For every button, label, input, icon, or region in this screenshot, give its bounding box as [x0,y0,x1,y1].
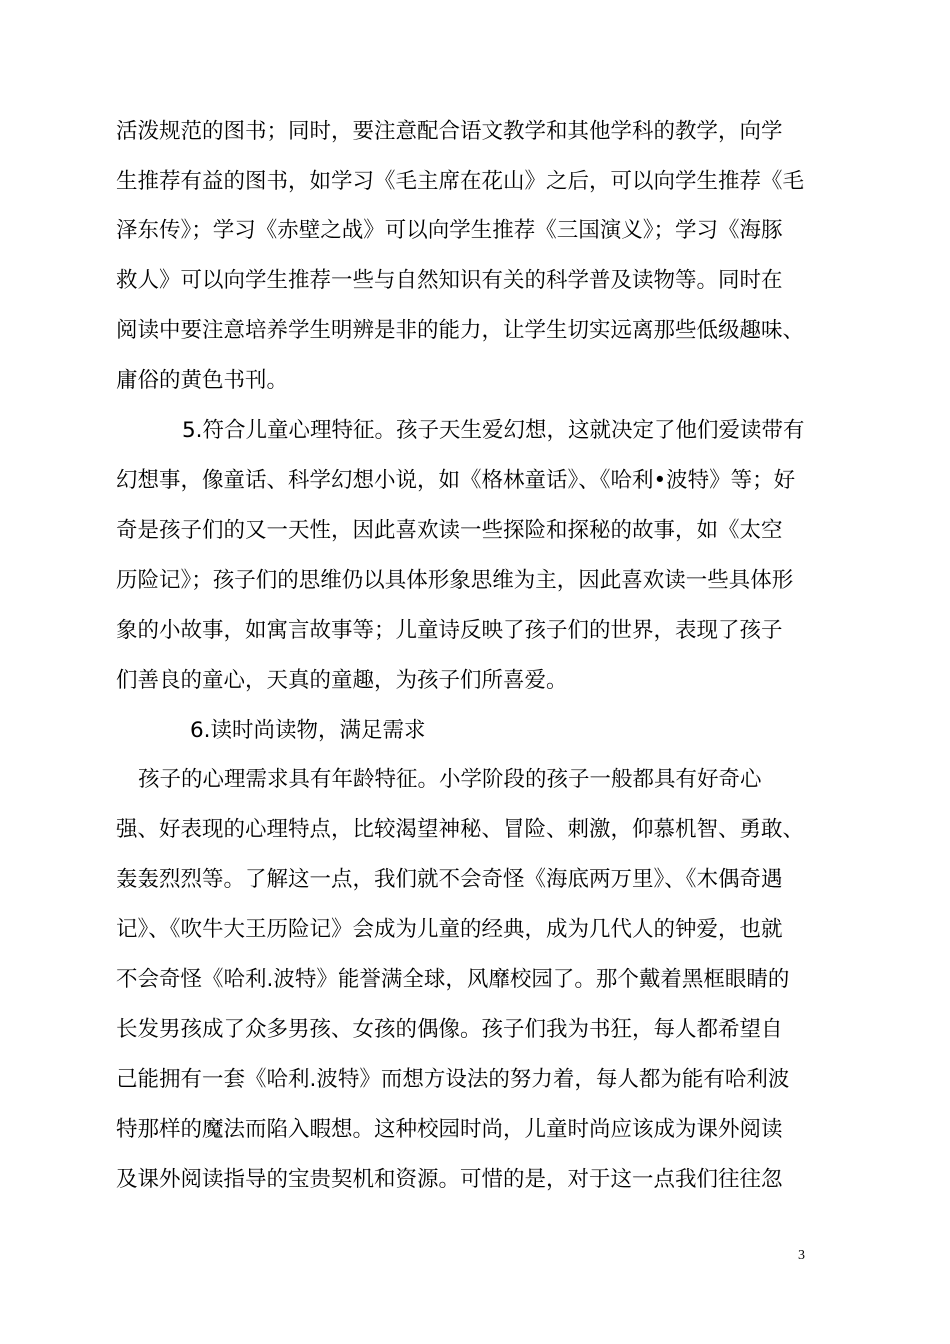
paragraph-heading: 5.符合儿童心理特征。孩子天生爱幻想，这就决定了他们爱读带有 [182,418,805,443]
text-line: 记》、《吹牛大王历险记》会成为儿童的经典，成为几代人的钟爱，也就 [116,917,783,942]
text-line: 特那样的魔法而陷入暇想。这种校园时尚，儿童时尚应该成为课外阅读 [116,1117,783,1142]
text-line: 己能拥有一套《哈利.波特》而想方设法的努力着，每人都为能有哈利波 [116,1067,790,1092]
text-line: 奇是孩子们的又一天性，因此喜欢读一些探险和探秘的故事，如《太空 [116,518,783,543]
text-line: 及课外阅读指导的宝贵契机和资源。可惜的是，对于这一点我们往往忽 [116,1167,783,1192]
text-line: 长发男孩成了众多男孩、女孩的偶像。孩子们我为书狂，每人都希望自 [116,1017,783,1042]
text-line: 庸俗的黄色书刊。 [116,368,289,393]
text-line: 幻想事，像童话、科学幻想小说，如《格林童话》、《哈利•波特》等；好 [116,468,796,493]
text-line: 象的小故事，如寓言故事等；儿童诗反映了孩子们的世界，表现了孩子 [116,618,783,643]
text-line: 轰轰烈烈等。了解这一点，我们就不会奇怪《海底两万里》、《木偶奇遇 [116,867,783,892]
text-line: 不会奇怪《哈利.波特》能誉满全球，风靡校园了。那个戴着黑框眼睛的 [116,967,790,992]
section-heading: 6.读时尚读物，满足需求 [190,718,426,743]
text-line: 历险记》；孩子们的思维仍以具体形象思维为主，因此喜欢读一些具体形 [116,568,794,593]
text-line: 救人》可以向学生推荐一些与自然知识有关的科学普及读物等。同时在 [116,268,783,293]
text-line: 阅读中要注意培养学生明辨是非的能力，让学生切实远离那些低级趣味、 [116,318,805,343]
text-line: 强、好表现的心理特点，比较渴望神秘、冒险、刺激，仰慕机智、勇敢、 [116,817,805,842]
page-number: 3 [798,1248,805,1263]
text-line: 们善良的童心，天真的童趣，为孩子们所喜爱。 [116,668,568,693]
text-line: 活泼规范的图书；同时，要注意配合语文教学和其他学科的教学，向学 [116,119,783,144]
text-line: 生推荐有益的图书，如学习《毛主席在花山》之后，可以向学生推荐《毛 [116,169,805,194]
text-line: 泽东传》；学习《赤壁之战》可以向学生推荐《三国演义》；学习《海豚 [116,218,783,243]
paragraph-start: 孩子的心理需求具有年龄特征。小学阶段的孩子一般都具有好奇心 [138,767,762,792]
